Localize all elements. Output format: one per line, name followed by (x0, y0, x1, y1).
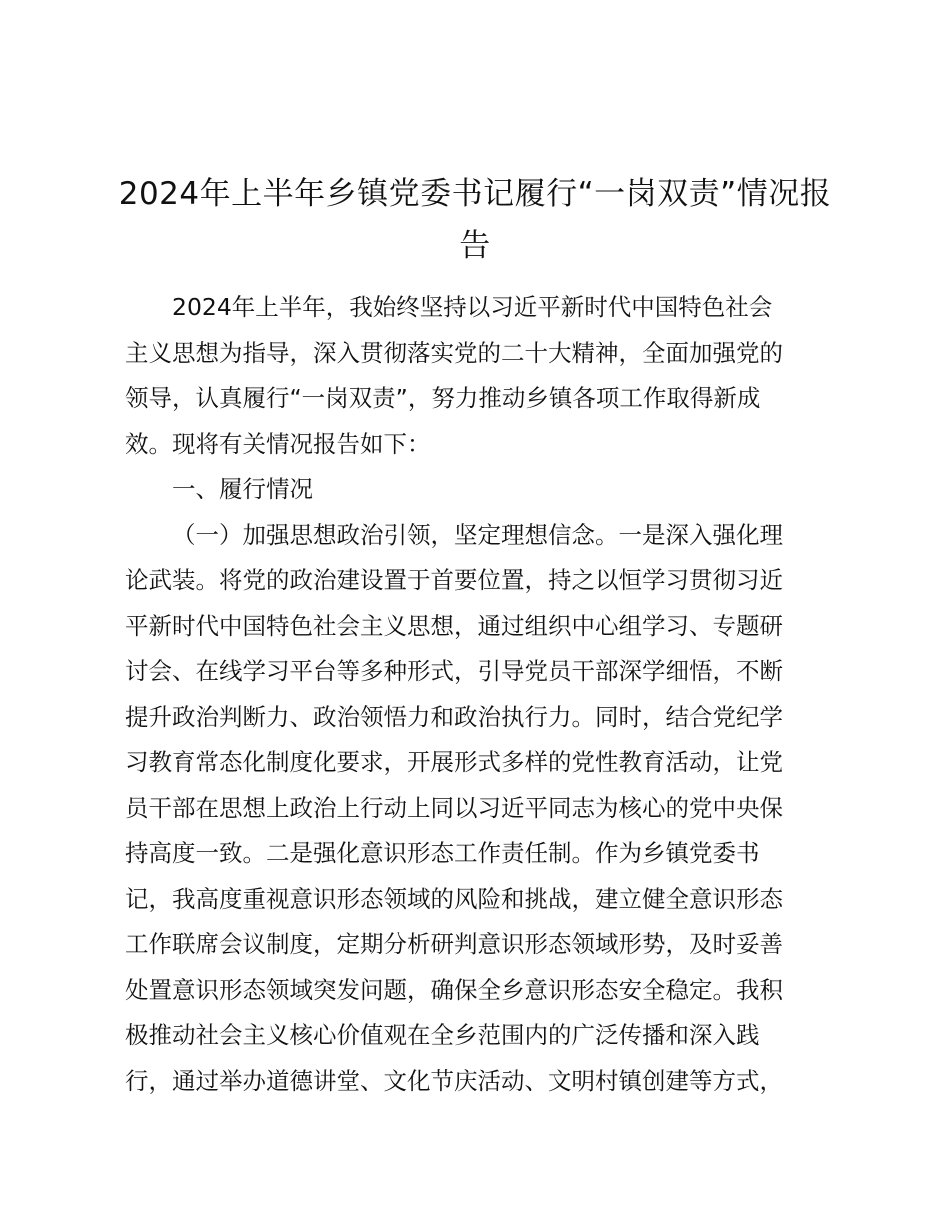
paragraph-line: 极推动社会主义核心价值观在全乡范围内的广泛传播和深入践 (125, 1021, 760, 1049)
paragraph-line: 持高度一致。二是强化意识形态工作责任制。作为乡镇党委书 (125, 839, 760, 867)
paragraph-line: 2024年上半年，我始终坚持以习近平新时代中国特色社会 (172, 293, 773, 321)
paragraph-line: （一）加强思想政治引领，坚定理想信念。一是深入强化理 (172, 520, 783, 549)
document-body (125, 285, 825, 1104)
paragraph-line: 行，通过举办道德讲堂、文化节庆活动、文明村镇创建等方式， (125, 1066, 783, 1095)
paragraph-section-1 (125, 513, 825, 1105)
paragraph-line: 讨会、在线学习平台等多种形式，引导党员干部深学细悟，不断 (125, 657, 783, 685)
paragraph-intro (125, 285, 825, 467)
paragraph-line: 论武装。将党的政治建设置于首要位置，持之以恒学习贯彻习近 (125, 566, 783, 594)
paragraph-line: 效。现将有关情况报告如下： (125, 429, 431, 458)
document-title: 2024年上半年乡镇党委书记履行“一岗双责”情况报告 (118, 176, 832, 264)
paragraph-line: 提升政治判断力、政治领悟力和政治执行力。同时，结合党纪学 (125, 702, 783, 731)
paragraph-line: 主义思想为指导，深入贯彻落实党的二十大精神，全面加强党的 (125, 338, 783, 367)
paragraph-line: 习教育常态化制度化要求，开展形式多样的党性教育活动，让党 (125, 748, 783, 776)
paragraph-line: 工作联席会议制度，定期分析研判意识形态领域形势，及时妥善 (125, 930, 783, 958)
paragraph-line: 员干部在思想上政治上行动上同以习近平同志为核心的党中央保 (125, 793, 783, 822)
paragraph-line: 平新时代中国特色社会主义思想，通过组织中心组学习、专题研 (125, 611, 783, 640)
paragraph-line: 处置意识形态领域突发问题，确保全乡意识形态安全稳定。我积 (125, 975, 783, 1004)
paragraph-line: 领导，认真履行“一岗双责”，努力推动乡镇各项工作取得新成 (125, 384, 761, 412)
section-heading (125, 467, 825, 513)
paragraph-line: 记，我高度重视意识形态领域的风险和挑战，建立健全意识形态 (125, 884, 783, 913)
section-heading-text: 一、履行情况 (172, 475, 313, 503)
